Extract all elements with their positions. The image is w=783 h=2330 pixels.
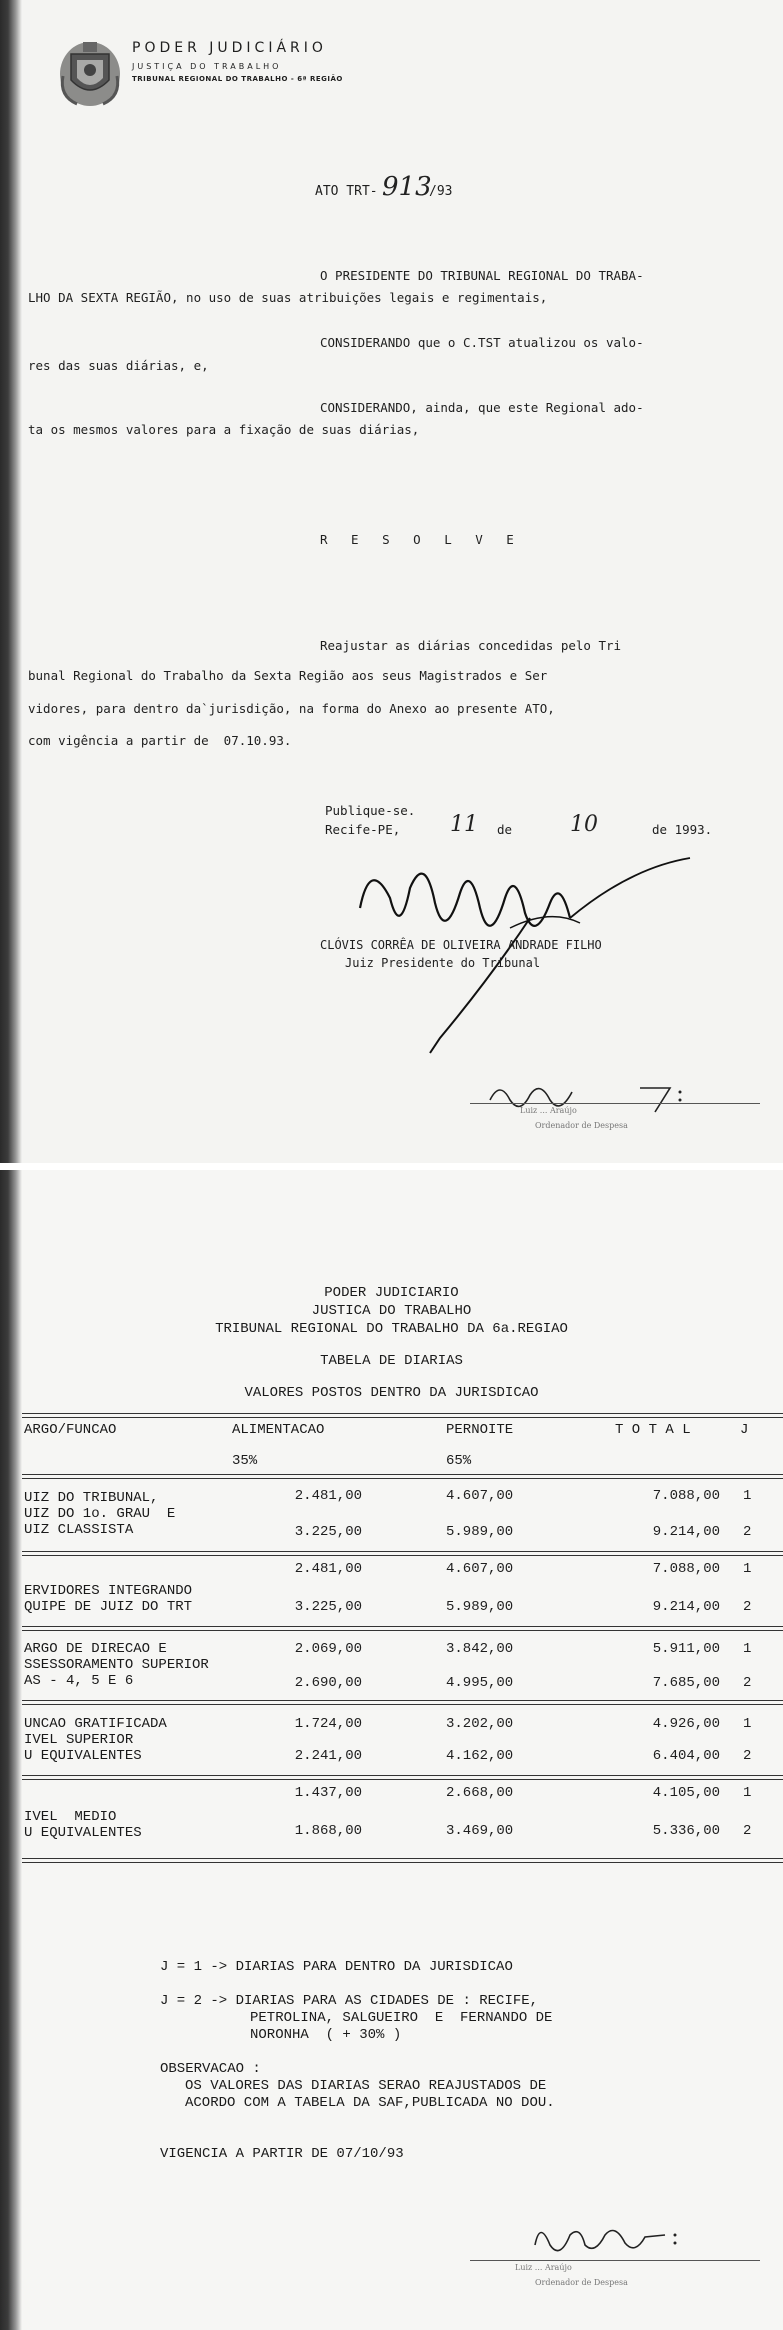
document-page-2 [0, 1170, 783, 2330]
group4-label-line1: UNCAO GRATIFICADA [24, 1716, 167, 1732]
group2-label-line2: QUIPE DE JUIZ DO TRT [24, 1599, 193, 1615]
recife-date-label: Recife-PE, [325, 822, 401, 837]
body-paragraph2-line1: CONSIDERANDO que o C.TST atualizou os valo- [320, 335, 644, 350]
note-j1: J = 1 -> DIARIAS PARA DENTRO DA JURISDICAO [160, 1959, 513, 1975]
group4-row1-j: 1 [743, 1716, 752, 1732]
group5-row2-total: 5.336,00 [652, 1823, 720, 1839]
col-header-total: T O T A L [615, 1422, 691, 1438]
body-paragraph3-line2: ta os mesmos valores para a fixação de suas diárias, [28, 422, 420, 437]
page-binding-edge [0, 0, 22, 1163]
group-rule [22, 1551, 783, 1556]
note-j2-line2: PETROLINA, SALGUEIRO E FERNANDO DE [250, 2010, 553, 2026]
header-justica-trabalho: JUSTIÇA DO TRABALHO [132, 62, 282, 71]
group5-row2-j: 2 [743, 1823, 752, 1839]
group3-row1-total: 5.911,00 [652, 1641, 720, 1657]
header-tribunal-regional: TRIBUNAL REGIONAL DO TRABALHO - 6ª REGIÃO [132, 75, 343, 83]
group3-label-line1: ARGO DE DIRECAO E [24, 1641, 167, 1657]
ato-suffix: /93 [429, 184, 453, 199]
group1-row2-pernoite: 5.989,00 [446, 1524, 514, 1540]
body-paragraph4-line3: vidores, para dentro da`jurisdição, na forma do Anexo ao presente ATO, [28, 701, 555, 716]
body-paragraph3-line1: CONSIDERANDO, ainda, que este Regional ado- [320, 400, 644, 415]
col-header-cargo: ARGO/FUNCAO [24, 1422, 117, 1438]
document-page-1 [0, 0, 783, 1163]
group2-row1-alimentacao: 2.481,00 [294, 1561, 362, 1577]
group2-row2-total: 9.214,00 [652, 1599, 720, 1615]
group3-label-line3: AS - 4, 5 E 6 [24, 1673, 134, 1689]
note-j2-line1: J = 2 -> DIARIAS PARA AS CIDADES DE : RECIFE, [160, 1993, 539, 2009]
group4-row1-total: 4.926,00 [652, 1716, 720, 1732]
group1-label-line3: UIZ CLASSISTA [24, 1522, 134, 1538]
group4-label-line2: IVEL SUPERIOR [24, 1732, 134, 1748]
stamp-rule [470, 2260, 760, 2261]
group5-label-line2: U EQUIVALENTES [24, 1825, 142, 1841]
percent-pernoite: 65% [446, 1453, 472, 1469]
president-signature-icon [330, 848, 710, 1058]
p2-header-tribunal: TRIBUNAL REGIONAL DO TRABALHO DA 6a.REGIAO [215, 1321, 568, 1337]
group1-row2-total: 9.214,00 [652, 1524, 720, 1540]
initials-signature-icon [525, 2215, 725, 2265]
group3-row2-pernoite: 4.995,00 [446, 1675, 514, 1691]
table-title: TABELA DE DIARIAS [320, 1353, 463, 1369]
date-de-label: de [497, 822, 513, 837]
group4-row2-pernoite: 4.162,00 [446, 1748, 514, 1764]
group5-row1-j: 1 [743, 1785, 752, 1801]
group-rule [22, 1626, 783, 1631]
group5-row2-alimentacao: 1.868,00 [294, 1823, 362, 1839]
ato-number-handwritten: 913 [382, 172, 432, 202]
body-paragraph4-line1: Reajustar as diárias concedidas pelo Tri [320, 638, 622, 653]
initials-signature-icon [480, 1070, 720, 1120]
observacao-line1: OS VALORES DAS DIARIAS SERAO REAJUSTADOS DE [185, 2078, 547, 2094]
coat-of-arms-icon [57, 36, 123, 108]
group3-row1-pernoite: 3.842,00 [446, 1641, 514, 1657]
group3-row2-alimentacao: 2.690,00 [294, 1675, 362, 1691]
percent-alimentacao: 35% [232, 1453, 258, 1469]
group1-row1-pernoite: 4.607,00 [446, 1488, 514, 1504]
group4-row2-j: 2 [743, 1748, 752, 1764]
group-rule [22, 1474, 783, 1479]
table-bottom-rule [22, 1858, 783, 1863]
group3-row1-j: 1 [743, 1641, 752, 1657]
group3-row1-alimentacao: 2.069,00 [294, 1641, 362, 1657]
publique-se: Publique-se. [325, 803, 416, 818]
table-top-rule [22, 1413, 783, 1418]
group1-row1-alimentacao: 2.481,00 [294, 1488, 362, 1504]
group2-row1-j: 1 [743, 1561, 752, 1577]
p2-header-poder-judiciario: PODER JUDICIARIO [324, 1285, 459, 1301]
ato-prefix: ATO TRT- [315, 184, 378, 199]
group-rule [22, 1700, 783, 1705]
stamp-rule [470, 1103, 760, 1104]
group5-label-line1: IVEL MEDIO [24, 1809, 117, 1825]
header-poder-judiciario: PODER JUDICIÁRIO [132, 40, 327, 56]
group5-row2-pernoite: 3.469,00 [446, 1823, 514, 1839]
group1-row2-j: 2 [743, 1524, 752, 1540]
col-header-j: J [740, 1422, 749, 1438]
stamp-role: Ordenador de Despesa [535, 2278, 628, 2287]
observacao-line2: ACORDO COM A TABELA DA SAF,PUBLICADA NO DOU. [185, 2095, 555, 2111]
date-day-handwritten: 11 [450, 812, 478, 837]
group2-row2-j: 2 [743, 1599, 752, 1615]
body-paragraph4-line2: bunal Regional do Trabalho da Sexta Região aos seus Magistrados e Ser [28, 668, 548, 683]
group4-row2-total: 6.404,00 [652, 1748, 720, 1764]
col-header-pernoite: PERNOITE [446, 1422, 514, 1438]
group3-row2-total: 7.685,00 [652, 1675, 720, 1691]
note-j2-line3: NORONHA ( + 30% ) [250, 2027, 402, 2043]
group4-row2-alimentacao: 2.241,00 [294, 1748, 362, 1764]
table-subtitle: VALORES POSTOS DENTRO DA JURISDICAO [244, 1385, 539, 1401]
group5-row1-total: 4.105,00 [652, 1785, 720, 1801]
group5-row1-alimentacao: 1.437,00 [294, 1785, 362, 1801]
group2-row1-pernoite: 4.607,00 [446, 1561, 514, 1577]
group2-row2-pernoite: 5.989,00 [446, 1599, 514, 1615]
group4-label-line3: U EQUIVALENTES [24, 1748, 142, 1764]
stamp-name: Luiz ... Araújo [515, 2263, 572, 2272]
col-header-alimentacao: ALIMENTACAO [232, 1422, 325, 1438]
group4-row1-alimentacao: 1.724,00 [294, 1716, 362, 1732]
group1-label-line2: UIZ DO 1o. GRAU E [24, 1506, 176, 1522]
body-paragraph1-line2: LHO DA SEXTA REGIÃO, no uso de suas atribuições legais e regimentais, [28, 290, 548, 305]
group-rule [22, 1775, 783, 1780]
body-paragraph1-line1: O PRESIDENTE DO TRIBUNAL REGIONAL DO TRABA- [320, 268, 644, 283]
page-separator [0, 1163, 783, 1170]
group1-label-line1: UIZ DO TRIBUNAL, [24, 1490, 159, 1506]
body-paragraph4-line4: com vigência a partir de 07.10.93. [28, 733, 292, 748]
stamp-name: Luiz ... Araújo [520, 1106, 577, 1115]
observacao-title: OBSERVACAO : [160, 2061, 261, 2077]
signer-title: Juiz Presidente do Tribunal [345, 956, 541, 970]
group3-row2-j: 2 [743, 1675, 752, 1691]
stamp-role: Ordenador de Despesa [535, 1121, 628, 1130]
group2-label-line1: ERVIDORES INTEGRANDO [24, 1583, 193, 1599]
body-paragraph2-line2: res das suas diárias, e, [28, 358, 209, 373]
group2-row1-total: 7.088,00 [652, 1561, 720, 1577]
group1-row1-j: 1 [743, 1488, 752, 1504]
group3-label-line2: SSESSORAMENTO SUPERIOR [24, 1657, 209, 1673]
p2-header-justica-trabalho: JUSTICA DO TRABALHO [311, 1303, 472, 1319]
signer-name: CLÓVIS CORRÊA DE OLIVEIRA ANDRADE FILHO [320, 938, 602, 952]
date-month-handwritten: 10 [570, 812, 598, 837]
group5-row1-pernoite: 2.668,00 [446, 1785, 514, 1801]
resolve-heading: R E S O L V E [320, 532, 522, 547]
vigencia: VIGENCIA A PARTIR DE 07/10/93 [160, 2146, 404, 2162]
group4-row1-pernoite: 3.202,00 [446, 1716, 514, 1732]
group1-row1-total: 7.088,00 [652, 1488, 720, 1504]
group2-row2-alimentacao: 3.225,00 [294, 1599, 362, 1615]
group1-row2-alimentacao: 3.225,00 [294, 1524, 362, 1540]
page-binding-edge [0, 1170, 22, 2330]
date-year: de 1993. [652, 822, 713, 837]
